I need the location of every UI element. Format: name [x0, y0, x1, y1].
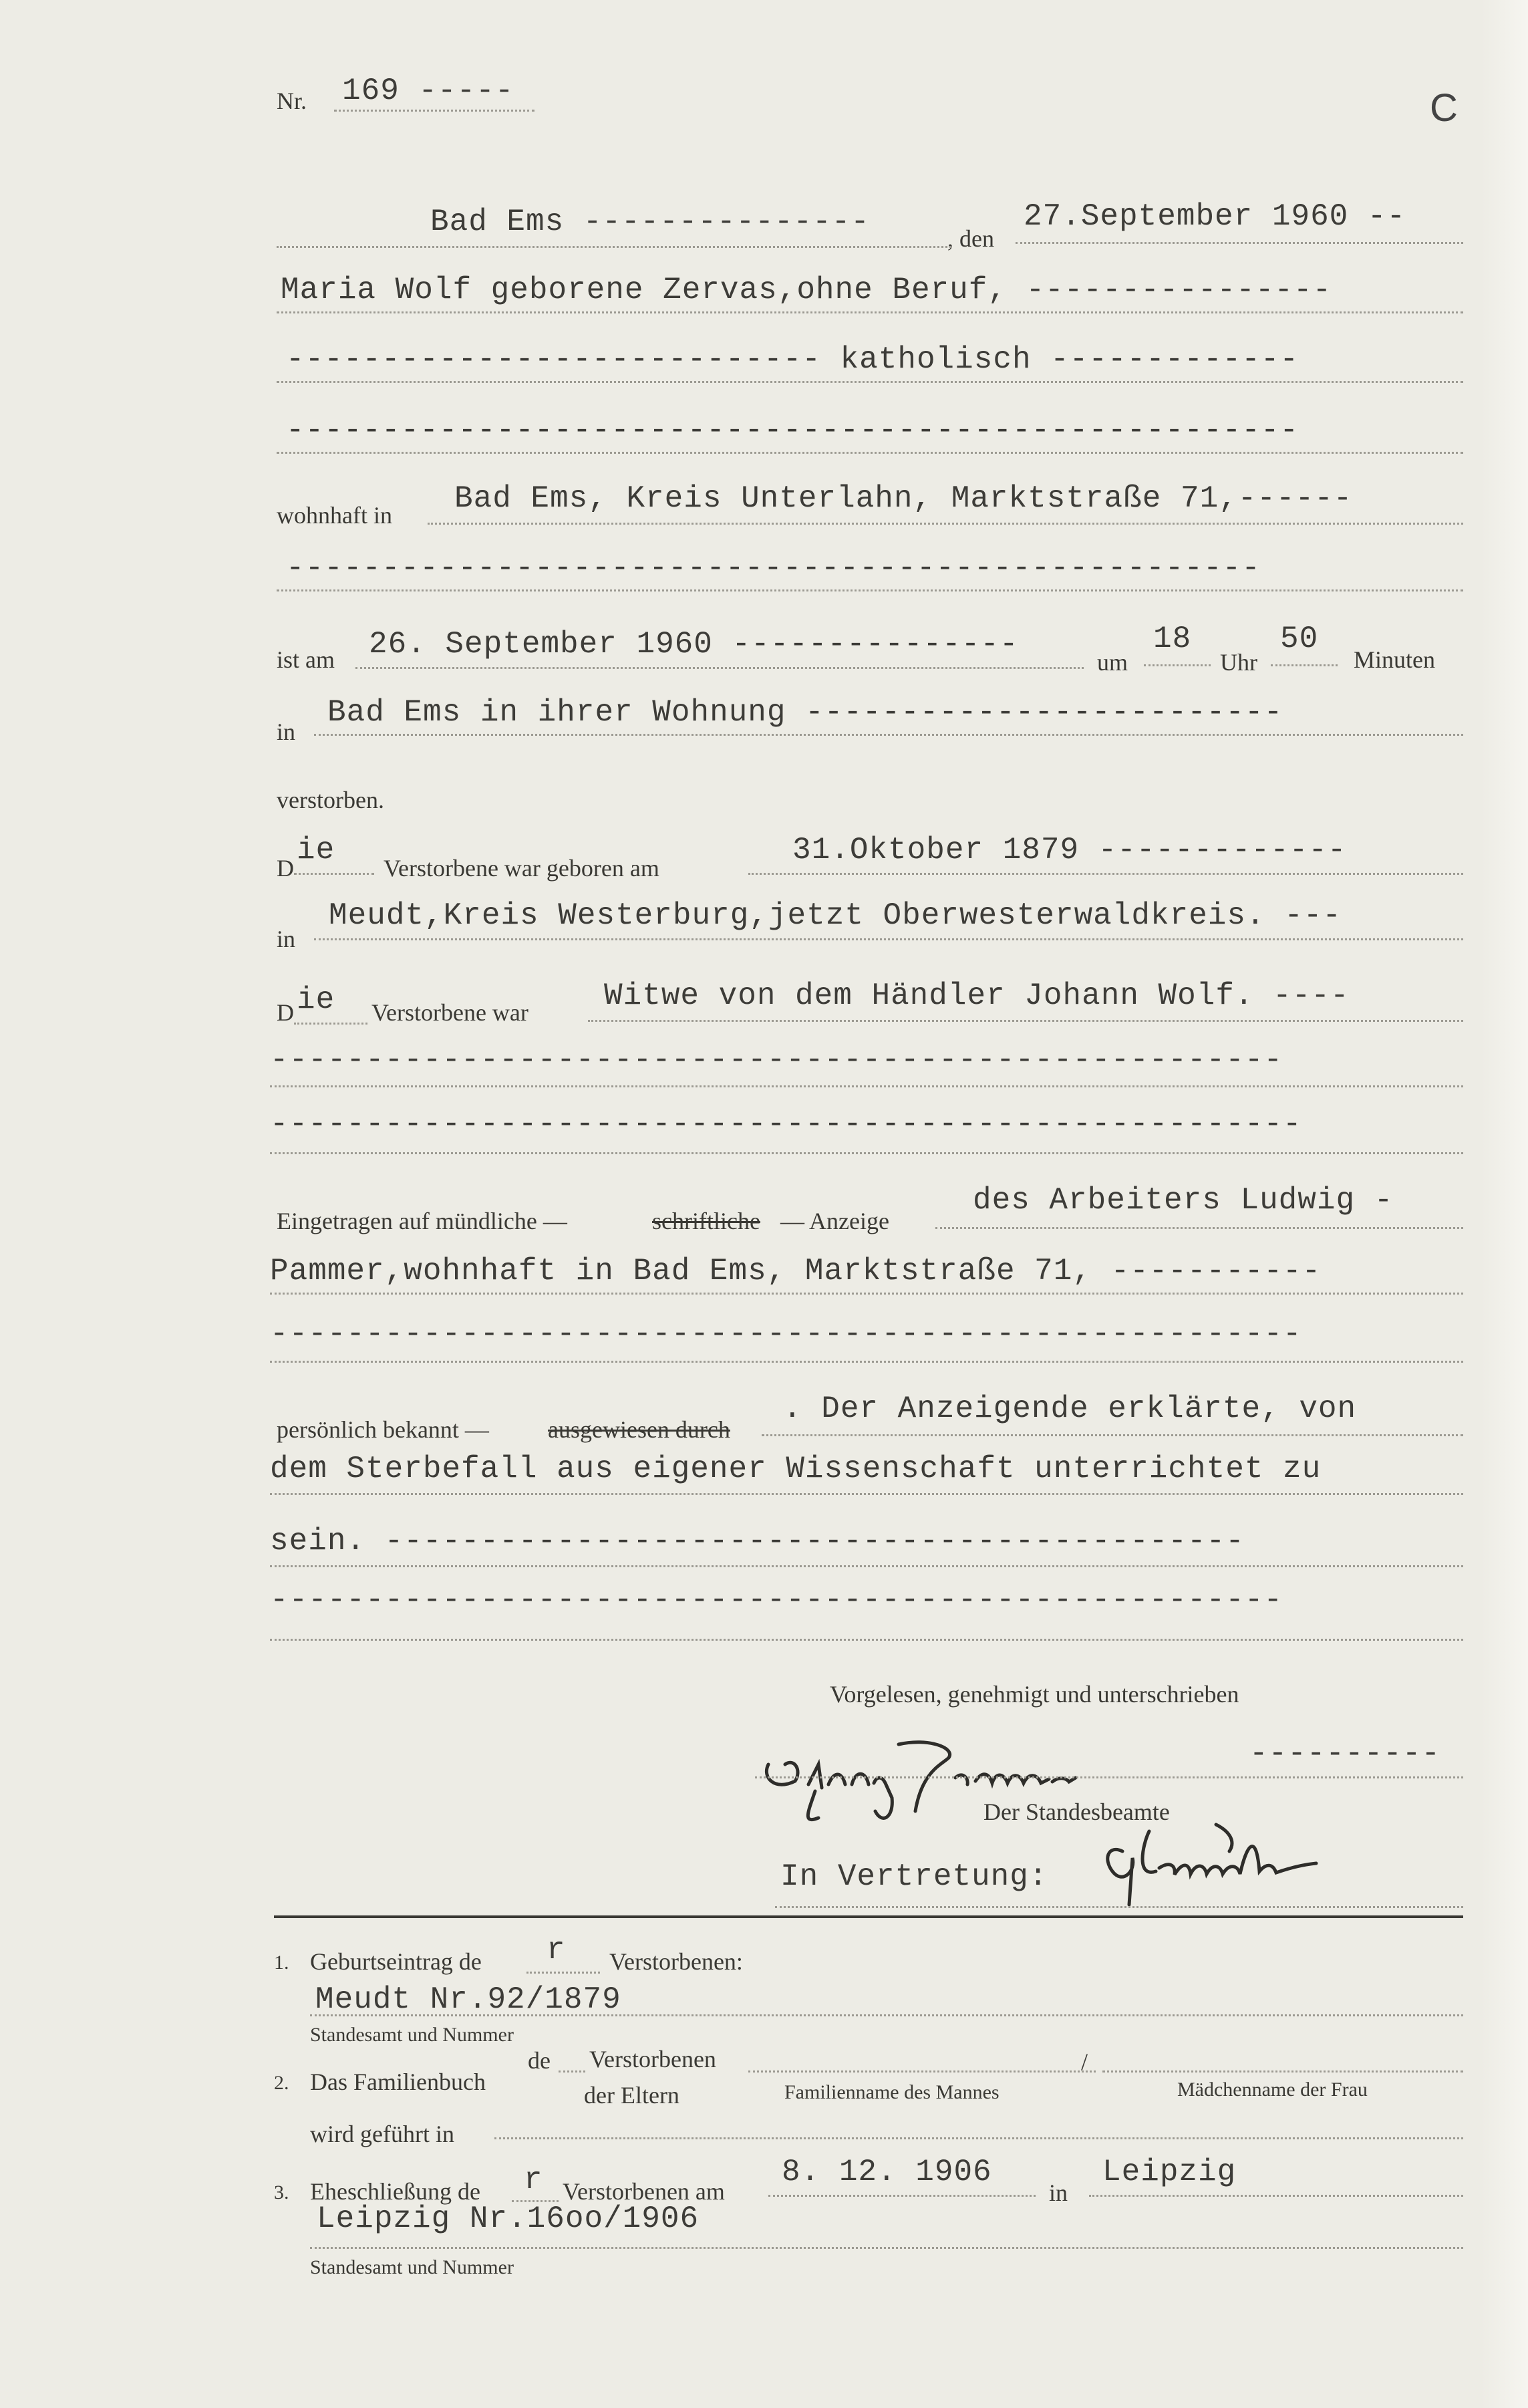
date-underline [1016, 242, 1463, 244]
death-place-underline [314, 734, 1463, 736]
person-line-2: ---------------------------- katholisch ------------- [286, 342, 1300, 377]
note-2-label: Das Familienbuch [310, 2068, 486, 2095]
residence-line-1: Bad Ems, Kreis Unterlahn, Marktstraße 71,------ [454, 481, 1353, 516]
note-1-sub: Standesamt und Nummer [310, 2024, 514, 2046]
note-3-number: 3. [274, 2181, 289, 2203]
verstorben-label: verstorben. [277, 787, 384, 813]
birth-label: Verstorbene war geboren am [384, 855, 659, 882]
note-3-place: Leipzig [1102, 2155, 1237, 2189]
death-date-underline [355, 667, 1084, 669]
marital-d-label: D [277, 999, 294, 1026]
note-3-place-underline [1089, 2195, 1463, 2197]
nr-value: 169 ----- [342, 74, 514, 108]
report-underline-2 [270, 1293, 1463, 1295]
informant-underline [755, 1776, 1463, 1778]
note-1-underline [310, 2014, 1463, 2016]
marital-line-2: ----------------------------------------------------- [270, 1043, 1283, 1077]
note-1-super-underline [526, 1972, 600, 1974]
note-3-label: Eheschließung de [310, 2178, 480, 2205]
note-3-underline [310, 2247, 1463, 2249]
note-2-husband-underline [748, 2070, 1096, 2072]
person-underline-2 [277, 381, 1463, 383]
birth-d-label: D [277, 855, 294, 882]
marital-underline-3 [270, 1152, 1463, 1154]
known-line-2: dem Sterbefall aus eigener Wissenschaft unterrichtet zu [270, 1452, 1322, 1486]
known-line-3: sein. --------------------------------------------- [270, 1524, 1245, 1559]
marital-value: Witwe von dem Händler Johann Wolf. ---- [604, 978, 1350, 1013]
vertretung-underline [775, 1906, 1463, 1908]
known-underline-4 [270, 1639, 1463, 1641]
note-2-verstorbenen: Verstorbenen [589, 2046, 716, 2072]
nr-label: Nr. [277, 88, 307, 114]
note-2-wife-underline [1102, 2070, 1463, 2072]
marital-underline-1 [588, 1020, 1463, 1022]
death-hour: 18 [1153, 622, 1192, 656]
known-line-4: ----------------------------------------------------- [270, 1583, 1283, 1617]
note-3-label-b: Verstorbenen am [563, 2178, 725, 2205]
report-line-3: ------------------------------------------------------ [270, 1317, 1302, 1351]
birth-in-label: in [277, 926, 296, 952]
place-value: Bad Ems --------------- [430, 205, 870, 239]
report-label-b: — Anzeige [780, 1208, 889, 1234]
known-label-struck: ausgewiesen durch [548, 1416, 730, 1443]
um-label: um [1097, 649, 1128, 676]
nr-underline [334, 110, 534, 112]
birth-date-underline [748, 873, 1463, 875]
birth-date: 31.Oktober 1879 ------------- [792, 833, 1347, 867]
registrar-label: Der Standesbeamte [983, 1798, 1170, 1825]
residence-label: wohnhaft in [277, 502, 392, 529]
minuten-label: Minuten [1354, 646, 1435, 673]
known-label-a: persönlich bekannt — [277, 1416, 489, 1443]
note-1-label: Geburtseintrag de [310, 1948, 482, 1975]
report-underline-1 [935, 1227, 1463, 1229]
note-2-wife-caption: Mädchenname der Frau [1177, 2079, 1368, 2101]
notes-separator [274, 1915, 1463, 1918]
note-2-eltern: der Eltern [584, 2082, 679, 2109]
note-3-date: 8. 12. 1906 [782, 2155, 992, 2189]
marital-label: Verstorbene war [371, 999, 528, 1026]
death-in-label: in [277, 718, 296, 745]
person-underline-3 [277, 452, 1463, 454]
note-3-sub: Standesamt und Nummer [310, 2256, 514, 2278]
note-3-superscript: r [524, 2163, 543, 2197]
report-label-a: Eingetragen auf mündliche — [277, 1208, 567, 1234]
report-underline-3 [270, 1361, 1463, 1363]
report-line-1: des Arbeiters Ludwig - [973, 1183, 1394, 1218]
marital-d-suffix: ie [297, 982, 335, 1017]
note-1-value: Meudt Nr.92/1879 [315, 1982, 621, 2017]
residence-underline-1 [428, 523, 1463, 525]
residence-underline-2 [277, 589, 1463, 591]
den-label: , den [947, 225, 994, 252]
death-minutes: 50 [1280, 622, 1319, 656]
residence-line-2: --------------------------------------------------- [286, 551, 1261, 585]
person-underline-1 [277, 311, 1463, 313]
note-3-value: Leipzig Nr.16oo/1906 [317, 2201, 700, 2236]
uhr-label: Uhr [1220, 649, 1257, 676]
person-line-3: ----------------------------------------------------- [286, 413, 1300, 448]
note-2-de-dots [559, 2070, 585, 2072]
minutes-underline [1271, 664, 1338, 666]
note-2-slash: / [1081, 2048, 1088, 2075]
note-2-gefuehrt-underline [494, 2137, 1463, 2139]
death-date: 26. September 1960 --------------- [369, 627, 1019, 662]
known-underline-3 [270, 1565, 1463, 1567]
note-2-number: 2. [274, 2072, 289, 2094]
known-line-1: . Der Anzeigende erklärte, von [783, 1391, 1357, 1426]
hour-underline [1144, 664, 1211, 666]
known-underline-2 [270, 1493, 1463, 1495]
note-2-husband-caption: Familienname des Mannes [784, 2081, 1000, 2103]
marital-underline-2 [270, 1085, 1463, 1087]
report-line-2: Pammer,wohnhaft in Bad Ems, Marktstraße 71, ----------- [270, 1254, 1322, 1289]
place-underline [277, 246, 951, 248]
informant-dashes: ---------- [1249, 1736, 1441, 1771]
corner-letter: C [1430, 86, 1458, 130]
note-3-date-underline [768, 2195, 1036, 2197]
birth-d-suffix: ie [297, 833, 335, 867]
known-underline-1 [762, 1434, 1463, 1436]
report-label-struck: schriftliche [652, 1208, 760, 1234]
marital-d-underline [294, 1023, 367, 1025]
note-3-in: in [1049, 2179, 1068, 2206]
note-2-de: de [528, 2047, 551, 2074]
date-value: 27.September 1960 -- [1024, 199, 1406, 234]
note-2-gefuehrt: wird geführt in [310, 2121, 454, 2147]
marital-line-3: ------------------------------------------------------ [270, 1107, 1302, 1142]
death-place: Bad Ems in ihrer Wohnung ------------------------- [327, 695, 1283, 730]
person-line-1: Maria Wolf geborene Zervas,ohne Beruf, ---------------- [281, 273, 1332, 307]
birth-d-underline [294, 873, 374, 875]
note-1-number: 1. [274, 1952, 289, 1974]
read-approved-label: Vorgelesen, genehmigt und unterschrieben [830, 1681, 1239, 1708]
vertretung-label: In Vertretung: [780, 1859, 1048, 1894]
note-1-superscript: r [547, 1933, 566, 1968]
ist-am-label: ist am [277, 646, 335, 673]
birth-place: Meudt,Kreis Westerburg,jetzt Oberwesterwaldkreis. --- [329, 898, 1342, 933]
birth-place-underline [314, 938, 1463, 940]
registrar-signature [1096, 1804, 1403, 1911]
note-1-label-b: Verstorbenen: [609, 1948, 743, 1975]
page-edge [1481, 0, 1528, 2408]
